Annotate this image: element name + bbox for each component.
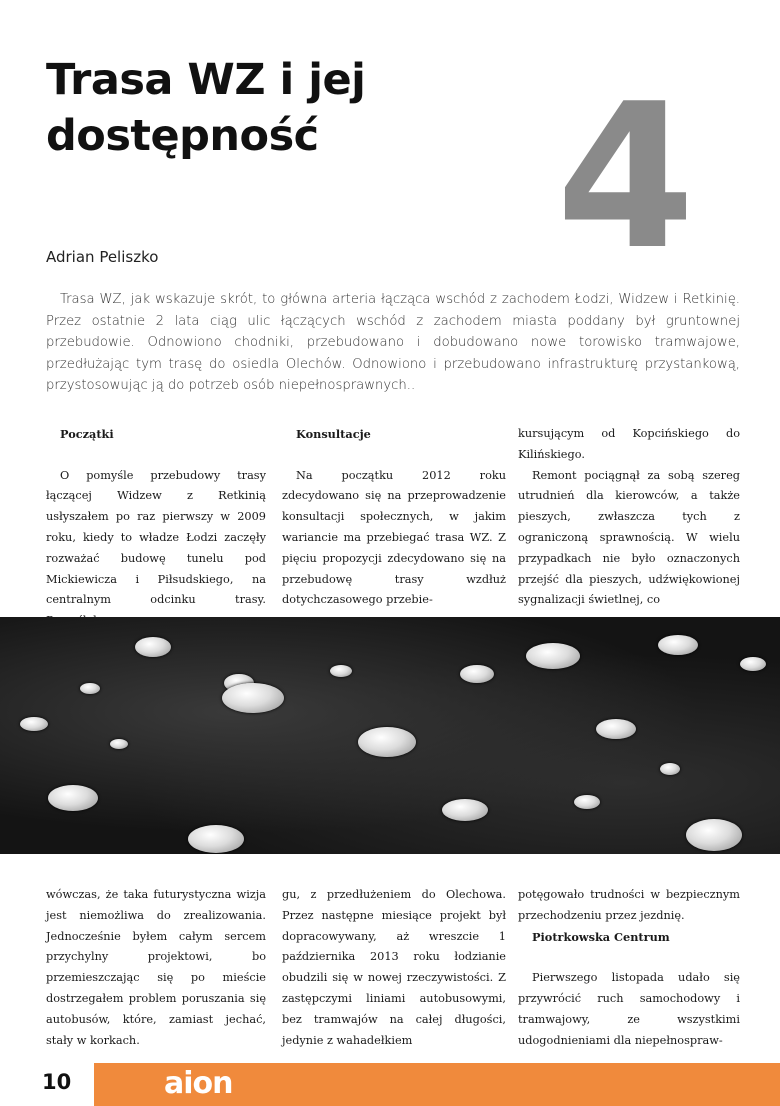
stone: [740, 657, 766, 671]
bottom-column-2: [282, 885, 506, 1051]
stone: [330, 665, 352, 677]
column-text: Remont pociągnął za sobą szereg utrudnień dla kierowców, a także pieszych, zwłaszcza tych z ograniczoną sprawnością. W wielu przypadkach nie było oznaczonych przejść dla pieszych, udźwiękowionej sygnalizacji świetlnej, co: [518, 468, 740, 607]
stone: [358, 727, 416, 757]
section-heading-konsultacje: Konsultacje: [296, 427, 371, 441]
article-lead: Trasa WZ, jak wskazuje skrót, to główna arteria łącząca wschód z zachodem Łodzi, Widzew i Retkinię. Przez ostatnie 2 lata ciąg ulic łączących wschód z zachodem miasta poddany był gruntownej przebudowie. Odnowiono chodniki, przebudowano i dobudowano nowe torowisko tramwajowe, przedłużając tym trasę do osiedla Olechów. Odnowiono i przebudowano infrastrukturę przystankową, przystosowując ją do potrzeb osób niepełnosprawnych..: [46, 292, 740, 393]
top-column-3: [518, 424, 740, 611]
stone: [110, 739, 128, 749]
bottom-column-1: [46, 885, 266, 1051]
column-text-continued: gu, z przedłużeniem do Olechowa. Przez następne miesiące projekt był dopracowywany, aż wreszcie 1 października 2013 roku łodzianie obudzili się w nowej rzeczywistości. Z zastępczymi liniami autobusowymi, bez tramwajów na całej długości, jedynie z wahadełkiem: [282, 888, 506, 1047]
top-column-2: [282, 424, 506, 611]
stone: [660, 763, 680, 775]
stone: [80, 683, 100, 694]
stone: [658, 635, 698, 655]
chapter-number: 4: [556, 61, 696, 294]
top-column-1: [46, 424, 266, 632]
column-text-continued: kursującym od Kopcińskiego do Kilińskiego.: [518, 427, 740, 461]
stone: [686, 819, 742, 851]
stone: [48, 785, 98, 811]
stone: [442, 799, 488, 821]
column-text-continued: potęgowało trudności w bezpiecznym przechodzeniu przez jezdnię.: [518, 888, 740, 922]
author-name: Adrian Peliszko: [46, 248, 159, 266]
stone: [596, 719, 636, 739]
column-text: O pomyśle przebudowy trasy łączącej Widzew z Retkinią usłyszałem po raz pierwszy w 2009 roku, kiedy to władze Łodzi zaczęły rozważać budowę tunelu pod Mickiewicza i Piłsudskiego, na centralnym odcinku trasy.: [46, 468, 266, 607]
bottom-column-3: [518, 885, 740, 1051]
stone: [135, 637, 171, 657]
column-text: Na początku 2012 roku zdecydowano się na przeprowadzenie konsultacji społecznych, w jakim wariancie ma przebiegać trasa WZ. Z pięciu propozycji zdecydowano się na przebudowę trasy wzdłuż dotychczasowego przebie-: [282, 468, 506, 607]
footer-bar: [94, 1063, 780, 1106]
page-number: 10: [42, 1070, 72, 1094]
aion-logo: aion: [164, 1066, 233, 1101]
article-title: Trasa WZ i jej dostępność: [46, 55, 366, 161]
stones-photo: [0, 617, 780, 854]
column-text-continued: wówczas, że taka futurystyczna wizja jest niemożliwa do zrealizowania. Jednocześnie byłem całym sercem przychylny projektowi, bo przemieszczając się po mieście dostrzegałem problem poruszania się autobusów, które, zamiast jechać, stały w korkach.: [46, 888, 266, 1047]
section-heading-poczatki: Początki: [60, 427, 114, 441]
stone: [574, 795, 600, 809]
section-heading-piotrkowska: Piotrkowska Centrum: [532, 929, 670, 944]
stone: [188, 825, 244, 853]
column-text: Pierwszego listopada udało się przywrócić ruch samochodowy i tramwajowy, ze wszystkimi udogodnieniami dla niepełnospraw-: [518, 971, 740, 1047]
stone: [222, 683, 284, 713]
stone: [460, 665, 494, 683]
stone: [20, 717, 48, 731]
stone: [526, 643, 580, 669]
